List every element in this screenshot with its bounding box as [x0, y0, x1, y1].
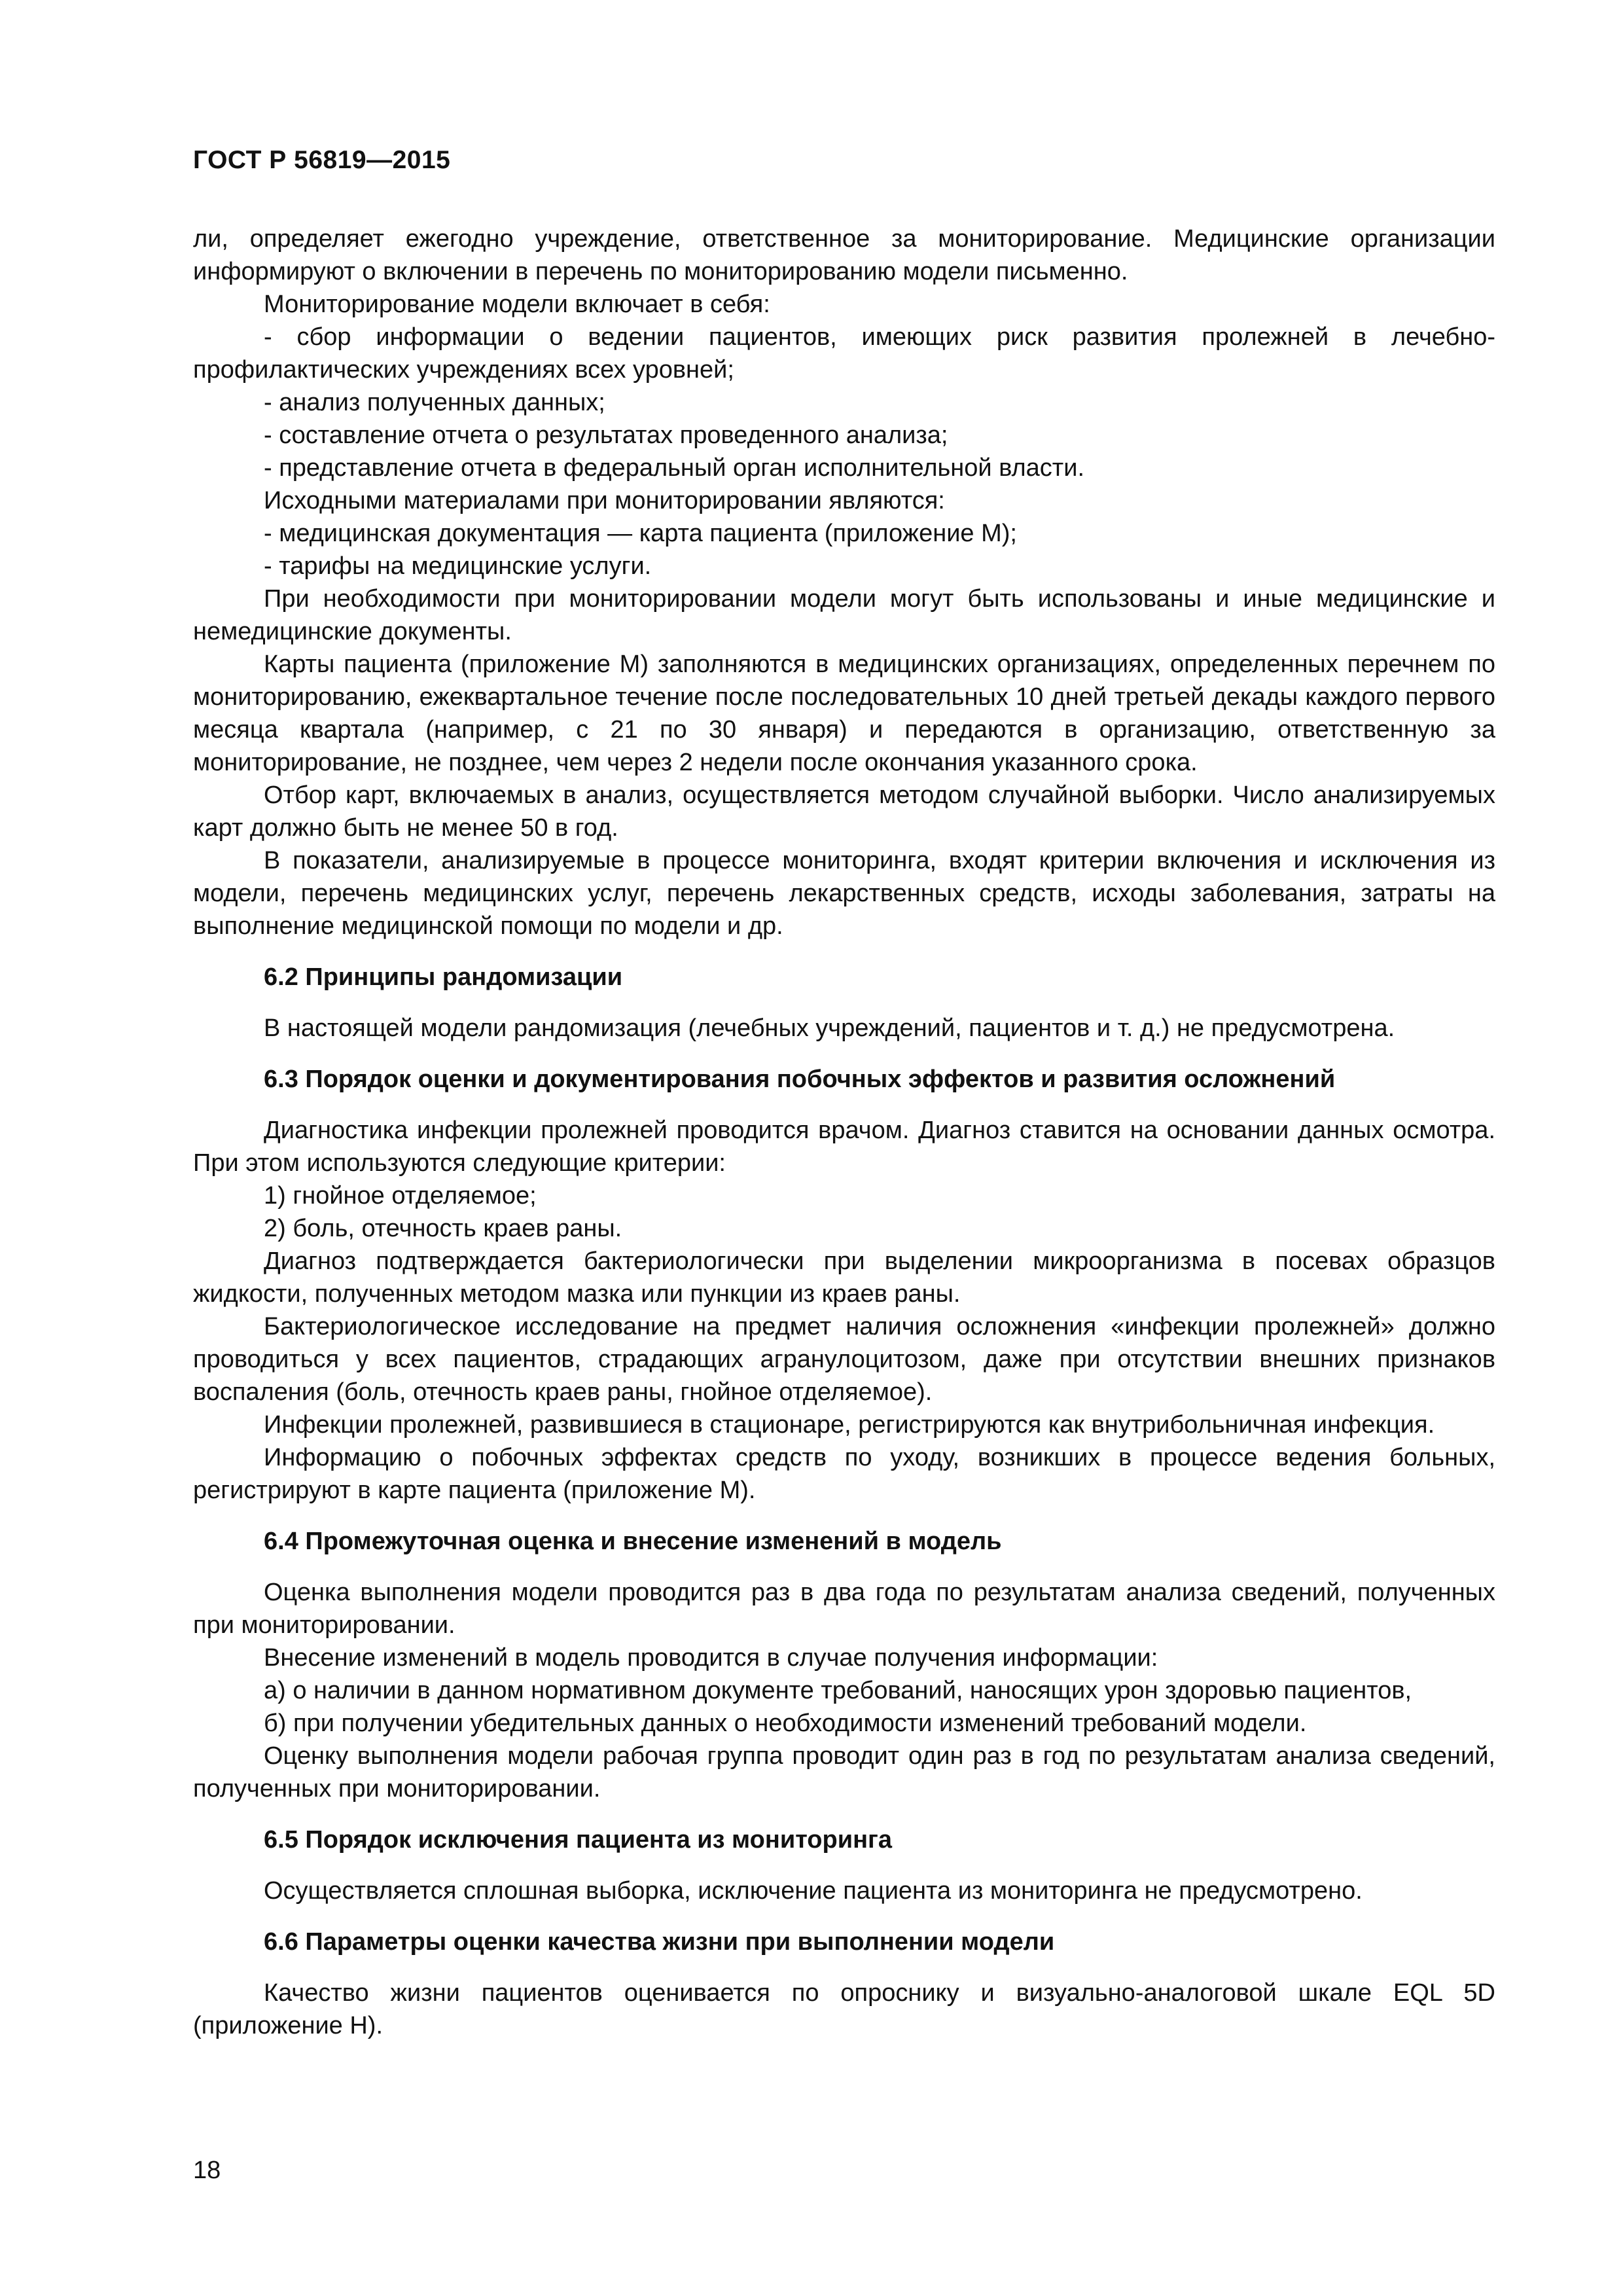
- paragraph: Инфекции пролежней, развившиеся в стационаре, регистрируются как внутрибольничная инфекция.: [264, 1411, 1435, 1439]
- paragraph: Информацию о побочных эффектах средств по уходу, возникших в процессе ведения больных, регистрируют в карте пациента (приложение М).: [193, 1444, 1495, 1504]
- paragraph: В настоящей модели рандомизация (лечебных учреждений, пациентов и т. д.) не предусмотрена.: [264, 1014, 1395, 1042]
- list-item: - медицинская документация — карта пациента (приложение М);: [264, 520, 1017, 547]
- paragraph: Качество жизни пациентов оценивается по опроснику и визуально-аналоговой шкале EQL 5D (приложение Н).: [193, 1979, 1495, 2039]
- document-header: ГОСТ Р 56819—2015: [193, 146, 451, 174]
- document-body: [193, 223, 1495, 2042]
- paragraph: ли, определяет ежегодно учреждение, ответственное за мониторирование. Медицинские организации информируют о включении в перечень по мониторированию модели письменно.: [193, 225, 1495, 285]
- paragraph: Диагноз подтверждается бактериологически при выделении микроорганизма в посевах образцов жидкости, полученных методом мазка или пункции из краев раны.: [193, 1247, 1495, 1308]
- paragraph: Исходными материалами при мониторировании являются:: [264, 487, 945, 514]
- paragraph: Диагностика инфекции пролежней проводится врачом. Диагноз ставится на основании данных осмотра. При этом используются следующие критерии:: [193, 1117, 1495, 1177]
- paragraph: В показатели, анализируемые в процессе мониторинга, входят критерии включения и исключения из модели, перечень медицинских услуг, перечень лекарственных средств, исходы заболевания, затраты на выполнение медицинской помощи по модели и др.: [193, 847, 1495, 940]
- paragraph: Мониторирование модели включает в себя:: [264, 291, 770, 318]
- paragraph: Оценка выполнения модели проводится раз в два года по результатам анализа сведений, полученных при мониторировании.: [193, 1579, 1495, 1639]
- section-6-3-heading: 6.3 Порядок оценки и документирования побочных эффектов и развития осложнений: [264, 1066, 1336, 1093]
- list-item: - составление отчета о результатах проведенного анализа;: [264, 422, 948, 449]
- paragraph: Внесение изменений в модель проводится в случае получения информации:: [264, 1644, 1158, 1672]
- list-item: - анализ полученных данных;: [264, 389, 605, 416]
- list-item: - представление отчета в федеральный орган исполнительной власти.: [264, 454, 1084, 482]
- list-item: б) при получении убедительных данных о необходимости изменений требований модели.: [264, 1710, 1307, 1737]
- paragraph: При необходимости при мониторировании модели могут быть использованы и иные медицинские и немедицинские документы.: [193, 585, 1495, 645]
- paragraph: Осуществляется сплошная выборка, исключение пациента из мониторинга не предусмотрено.: [264, 1877, 1363, 1905]
- list-item: - сбор информации о ведении пациентов, имеющих риск развития пролежней в лечебно-профилактических учреждениях всех уровней;: [193, 323, 1495, 384]
- paragraph: Бактериологическое исследование на предмет наличия осложнения «инфекции пролежней» должно проводиться у всех пациентов, страдающих агранулоцитозом, даже при отсутствии внешних признаков воспаления (боль, отечность краев раны, гнойное отделяемое).: [193, 1313, 1495, 1406]
- section-6-4-heading: 6.4 Промежуточная оценка и внесение изменений в модель: [264, 1528, 1002, 1555]
- paragraph: Оценку выполнения модели рабочая группа проводит один раз в год по результатам анализа сведений, полученных при мониторировании.: [193, 1742, 1495, 1803]
- paragraph: Отбор карт, включаемых в анализ, осуществляется методом случайной выборки. Число анализируемых карт должно быть не менее 50 в год.: [193, 781, 1495, 842]
- paragraph: Карты пациента (приложение М) заполняются в медицинских организациях, определенных перечнем по мониторированию, ежеквартальное течение после последовательных 10 дней третьей декады каждого первого месяца квартала (например, с 21 по 30 января) и передаются в организацию, ответственную за мониторирование, не позднее, чем через 2 недели после окончания указанного срока.: [193, 651, 1495, 776]
- section-6-5-heading: 6.5 Порядок исключения пациента из мониторинга: [264, 1826, 893, 1854]
- section-6-2-heading: 6.2 Принципы рандомизации: [264, 963, 623, 991]
- list-item: а) о наличии в данном нормативном документе требований, наносящих урон здоровью пациентов,: [264, 1677, 1412, 1704]
- list-item: 1) гнойное отделяемое;: [264, 1182, 537, 1210]
- page-number: 18: [193, 2157, 221, 2184]
- list-item: 2) боль, отечность краев раны.: [264, 1215, 622, 1242]
- section-6-6-heading: 6.6 Параметры оценки качества жизни при выполнении модели: [264, 1928, 1055, 1956]
- list-item: - тарифы на медицинские услуги.: [264, 552, 652, 580]
